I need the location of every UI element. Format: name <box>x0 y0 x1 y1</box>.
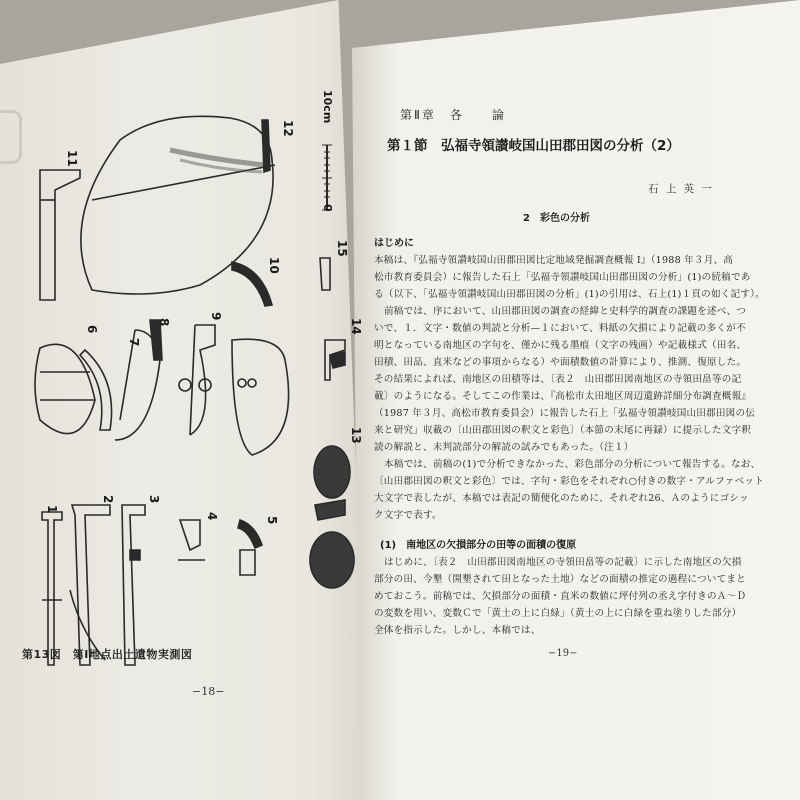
fig-label-4: 4 <box>205 512 219 521</box>
body-line: （1987 年３月、高松市教育委員会）に報告した石上「弘福寺領讃岐国山田郡田図の伝 <box>374 408 756 419</box>
fig-label-9: 9 <box>209 312 223 321</box>
artifact-4-drawing <box>180 520 200 550</box>
fig-label-1: 1 <box>45 505 59 514</box>
fig-label-3: 3 <box>147 495 161 504</box>
body-line: はじめに、〔表２ 山田郡田図南地区の寺領田畠等の記載〕に示した南地区の欠損 <box>384 557 742 568</box>
artifact-1-drawing <box>42 512 62 665</box>
fig-label-13: 13 <box>349 427 363 444</box>
body-line: その結果によれば、南地区の田積等は、〔表２ 山田郡田図南地区の寺領田畠等の記 <box>374 374 742 385</box>
body-line: 前稿では、序において、山田郡田図の調査の経緯と史料学的調査の課題を述べ、つ <box>384 306 747 317</box>
fig-label-7: 7 <box>127 338 141 347</box>
author-name: 石 上 英 一 <box>648 183 715 195</box>
body-line: 田積、田品、直米などの事項からなる）や面積数値の計算により、推測、復原した。 <box>374 357 747 368</box>
fig-label-8: 8 <box>157 318 171 327</box>
body-line: 大文字で表したが、本稿では表記の簡便化のために、それぞれ26、Ａのようにゴシッ <box>374 493 749 504</box>
artifact-11-drawing <box>40 170 80 300</box>
heading-restore: (1) 南地区の欠損部分の田等の面積の復原 <box>380 540 577 551</box>
fig-label-10: 10 <box>267 257 281 274</box>
page-number-right: −19− <box>548 648 578 659</box>
fig-label-15: 15 <box>335 240 349 257</box>
heading-intro: はじめに <box>374 238 414 249</box>
body-line: 部分の田、今墾（開墾されて田となった土地）などの面積の推定の過程についてまと <box>374 574 746 585</box>
figure-caption: 第13図 第Ⅰ地点出土遺物実測図 <box>22 648 193 661</box>
body-line: めておこう。前稿では、欠損部分の面積・直米の数値に坪付列の丞え字付きのＡ～Ｄ <box>374 591 747 602</box>
artifact-3-drawing <box>122 505 145 665</box>
subsection-title: 2 彩色の分析 <box>523 213 590 224</box>
body-line: 来と研究」収載の〔山田郡田図の釈文と彩色〕（本節の末尾に再録）に提示した文字釈 <box>374 425 752 436</box>
artifact-7-drawing <box>80 350 112 430</box>
body-line: いで、１．文字・数値の判読と分析—１において、料紙の欠損により記載の多くが不 <box>374 323 746 334</box>
artifact-5-drawing <box>238 520 262 548</box>
body-line: 松市教育委員会）に報告した石上「弘福寺領讃岐国山田郡田図の分析」(1)の続稿であ <box>374 272 751 283</box>
artifact-drawings <box>0 0 363 700</box>
scale-label: 10cm <box>321 90 334 124</box>
body-line: 全体を指示した。しかし、本稿では、 <box>374 625 541 636</box>
chapter-heading: 第Ⅱ章 各 論 <box>400 108 506 122</box>
body-line: の変数を用い、変数Ｃで「黄土の上に白緑」（黄土の上に白緑を重ね塗りした部分） <box>374 608 742 619</box>
body-line: 〔山田郡田図の釈文と彩色〕では、字句・彩色をそれぞれ○付きの数字・アルファベット <box>374 476 764 487</box>
body-line: 載〕のようになる。そしてこの作業は、『高松市太田地区周辺遺跡詳細分布調査概報』 <box>374 391 752 402</box>
fig-label-11: 11 <box>65 150 79 167</box>
artifact-6-drawing <box>35 344 95 433</box>
fig-label-12: 12 <box>281 120 295 137</box>
fig-label-5: 5 <box>265 516 279 525</box>
page-number-left: −18− <box>192 685 225 698</box>
body-line: ク文字で表す。 <box>374 510 442 521</box>
artifact-13-drawing <box>314 446 350 498</box>
fig-label-14: 14 <box>349 318 363 335</box>
body-line: 明となっている南地区の字句を、僅かに残る墨痕（文字の残画）や記載様式（田名、 <box>374 340 747 351</box>
body-line: 本稿は、『弘福寺領讃岐国山田郡田図比定地域発掘調査概報 Ⅰ』（1988 年３月、高 <box>374 255 734 266</box>
body-line: る（以下、「弘福寺領讃岐国山田郡田図の分析」(1)の引用は、石上(1)１頁の如く記す）。 <box>374 289 765 300</box>
section-title: 第１節 弘福寺領讃岐国山田郡田図の分析（2） <box>387 138 680 154</box>
artifact-10-drawing <box>232 262 272 306</box>
body-line: 本稿では、前稿の(1)で分析できなかった、彩色部分の分析について報告する。なお、 <box>384 459 761 470</box>
body-line: 読の解説と、未判読部分の解読の試みでもあった。（注１） <box>374 442 634 453</box>
fig-label-6: 6 <box>85 325 99 334</box>
fig-label-2: 2 <box>101 495 115 504</box>
scale-zero: 0 <box>321 204 334 212</box>
